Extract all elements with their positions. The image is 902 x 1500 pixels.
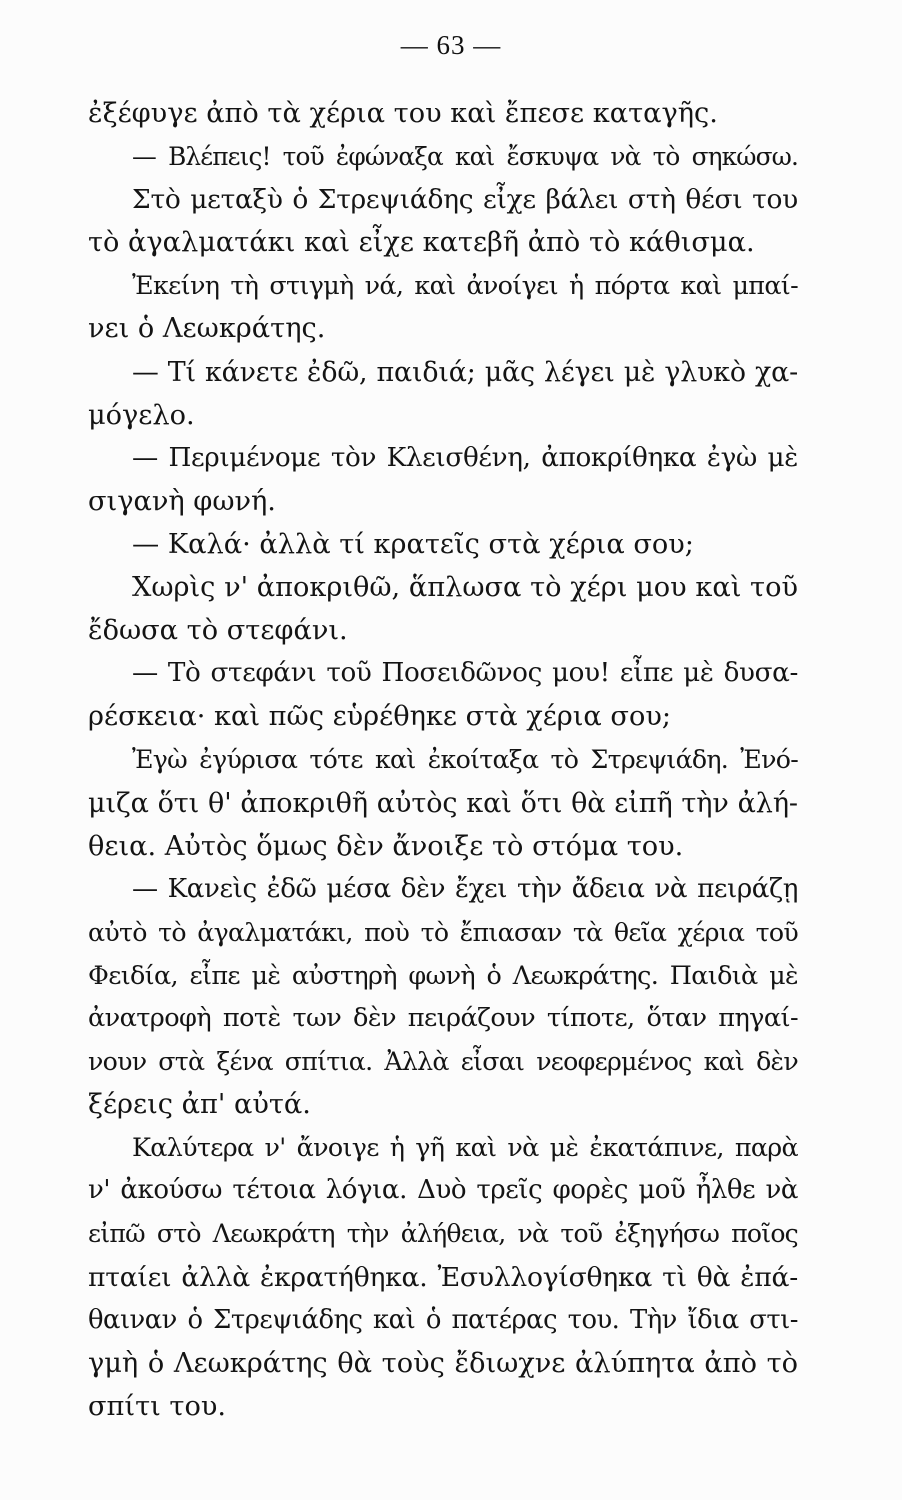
text-line: Καλύτερα ν' ἄνοιγε ἡ γῆ καὶ νὰ μὲ ἐκατάπινε, παρὰ <box>132 1132 798 1163</box>
text-line: — Τί κάνετε ἐδῶ, παιδιά; μᾶς λέγει μὲ γλυκὸ χα- <box>132 356 798 388</box>
text-line: εἰπῶ στὸ Λεωκράτη τὴν ἀλήθεια, νὰ τοῦ ἐξηγήσω ποῖος <box>88 1219 798 1249</box>
text-line: ν' ἀκούσω τέτοια λόγια. Δυὸ τρεῖς φορὲς μοῦ ἦλθε νὰ <box>88 1175 798 1206</box>
text-line: — Τὸ στεφάνι τοῦ Ποσειδῶνος μου! εἶπε μὲ δυσα- <box>132 658 798 689</box>
text-line: ἔδωσα τὸ στεφάνι. <box>88 615 348 647</box>
text-line: θεια. Αὐτὸς ὅμως δὲν ἄνοιξε τὸ στόμα του. <box>88 830 684 862</box>
text-line: — Περιμένομε τὸν Κλεισθένη, ἀποκρίθηκα ἐγὼ μὲ <box>132 442 798 473</box>
text-line: ἐξέφυγε ἀπὸ τὰ χέρια του καὶ ἔπεσε καταγῆς. <box>88 98 718 129</box>
text-line: αὐτὸ τὸ ἀγαλματάκι, ποὺ τὸ ἔπιασαν τὰ θεῖα χέρια τοῦ <box>88 917 798 947</box>
text-line: Χωρὶς ν' ἀποκριθῶ, ἅπλωσα τὸ χέρι μου καὶ τοῦ <box>132 572 798 604</box>
text-line: Στὸ μεταξὺ ὁ Στρεψιάδης εἶχε βάλει στὴ θέσι του <box>132 184 798 216</box>
text-line: σπίτι του. <box>88 1390 227 1422</box>
text-line: Ἐγὼ ἐγύρισα τότε καὶ ἐκοίταξα τὸ Στρεψιάδη. Ἐνό- <box>132 745 798 775</box>
text-line: ξέρεις ἀπ' αὐτά. <box>88 1089 311 1121</box>
text-line: τὸ ἀγαλματάκι καὶ εἶχε κατεβῆ ἀπὸ τὸ κάθισμα. <box>88 227 755 259</box>
text-line: νουν στὰ ξένα σπίτια. Ἀλλὰ εἶσαι νεοφερμένος καὶ δὲν <box>88 1047 798 1077</box>
text-line: γμὴ ὁ Λεωκράτης θὰ τοὺς ἔδιωχνε ἀλύπητα ἀπὸ τὸ <box>88 1347 798 1379</box>
text-line: θαιναν ὁ Στρεψιάδης καὶ ὁ πατέρας του. Τὴν ἴδια στι- <box>88 1304 798 1335</box>
text-line: — Κανεὶς ἐδῶ μέσα δὲν ἔχει τὴν ἄδεια νὰ πειράζῃ <box>132 873 798 904</box>
text-line: σιγανὴ φωνή. <box>88 485 276 517</box>
text-line: νει ὁ Λεωκράτης. <box>88 313 326 345</box>
body-text <box>88 92 798 1428</box>
text-line: ρέσκεια· καὶ πῶς εὑρέθηκε στὰ χέρια σου; <box>88 701 672 733</box>
page-number: — 63 — <box>400 30 502 60</box>
text-line: μιζα ὅτι θ' ἀποκριθῆ αὐτὸς καὶ ὅτι θὰ εἰπῆ τὴν ἀλή- <box>88 787 798 819</box>
text-line: ἀνατροφὴ ποτὲ των δὲν πειράζουν τίποτε, ὅταν πηγαί- <box>88 1002 798 1033</box>
text-line: μόγελο. <box>88 399 195 431</box>
text-line: Φειδία, εἶπε μὲ αὐστηρὴ φωνὴ ὁ Λεωκράτης. Παιδιὰ μὲ <box>88 959 798 990</box>
text-line: — Βλέπεις! τοῦ ἐφώναξα καὶ ἔσκυψα νὰ τὸ σηκώσω. <box>132 142 798 172</box>
text-line: — Καλά· ἀλλὰ τί κρατεῖς στὰ χέρια σου; <box>132 528 694 560</box>
text-line: πταίει ἀλλὰ ἐκρατήθηκα. Ἐσυλλογίσθηκα τὶ θὰ ἐπά- <box>88 1261 798 1293</box>
text-line: Ἐκείνη τὴ στιγμὴ νά, καὶ ἀνοίγει ἡ πόρτα καὶ μπαί- <box>132 270 798 301</box>
